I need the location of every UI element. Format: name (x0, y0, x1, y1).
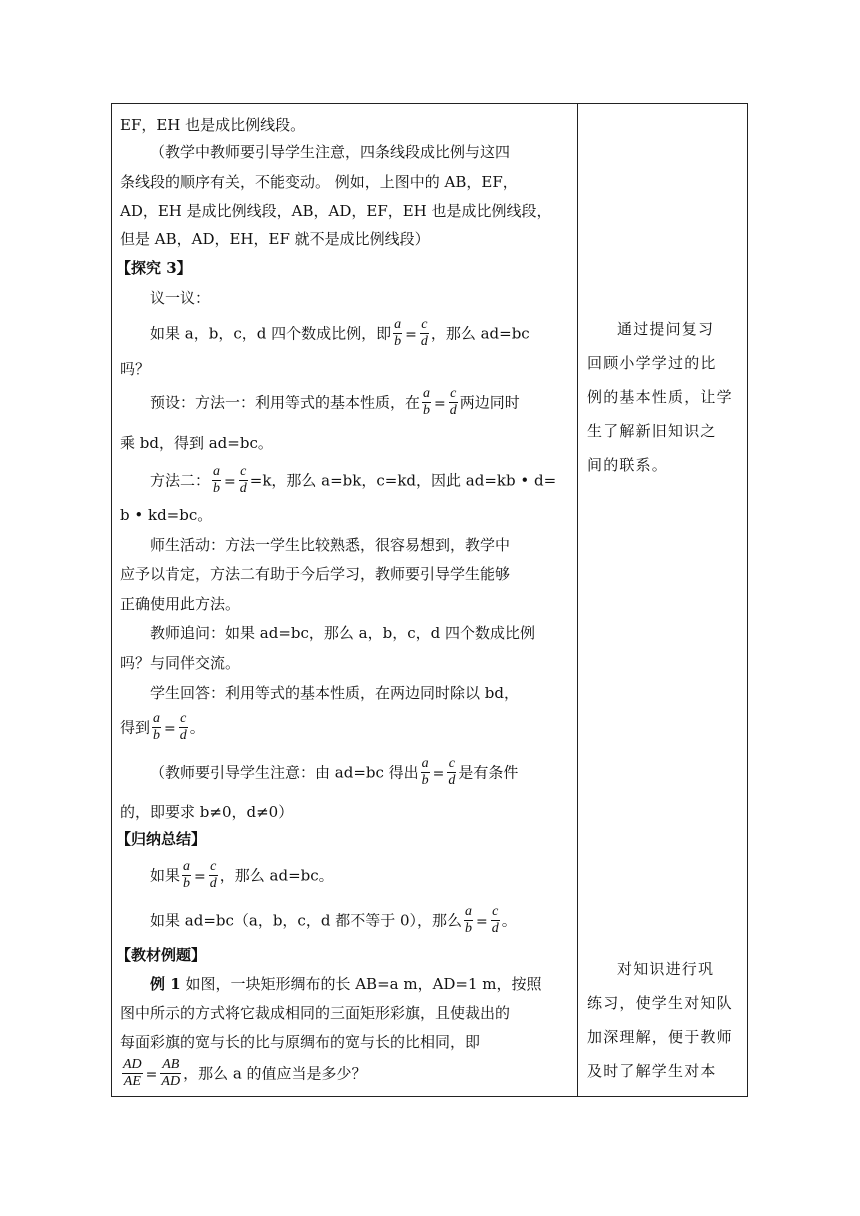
side-note-review: 通过提问复习 回顾小学学过的比 例的基本性质，让学 生了解新旧知识之 间的联系。 (587, 320, 733, 474)
fraction-a-b: $\frac{a}{b}$ (394, 317, 402, 349)
text-line: （教学中教师要引导学生注意，四条线段成比例与这四 (150, 143, 511, 161)
section-heading: 【探究 3】 (116, 259, 192, 277)
text-line-with-fraction: （教师要引导学生注意：由 ad=bc 得出 $\frac{a}{b}$ = $\frac{c}{d}$ 是有条件 (150, 756, 519, 788)
fraction-AD-AE: $\frac{AD}{AE}$ (123, 1057, 142, 1089)
fraction-c-d: $\frac{c}{d}$ (449, 386, 457, 418)
text-line: 学生回答：利用等式的基本性质，在两边同时除以 bd， (150, 684, 519, 702)
text-line: AD，EH 是成比例线段，AB，AD，EF，EH 也是成比例线段， (120, 202, 552, 220)
fraction-a-b: $\frac{a}{b}$ (183, 859, 191, 891)
fraction-a-b: $\frac{a}{b}$ (213, 464, 221, 496)
text-line: 应予以肯定，方法二有助于今后学习，教师要引导学生能够 (120, 565, 511, 583)
side-note-practice: 对知识进行巩 练习，使学生对知队 加深理解，便于教师 及时了解学生对本 (587, 960, 733, 1080)
text-line: 吗？ (120, 360, 151, 378)
text-line: 师生活动：方法一学生比较熟悉，很容易想到，教学中 (150, 536, 511, 554)
fraction-a-b: $\frac{a}{b}$ (423, 386, 431, 418)
text-line: 吗？与同伴交流。 (120, 654, 241, 672)
section-heading: 【归纳总结】 (116, 830, 207, 848)
fraction-c-d: $\frac{c}{d}$ (491, 904, 499, 936)
text-line: 正确使用此方法。 (120, 595, 241, 613)
column-divider (577, 103, 578, 1097)
example-label: 例 1 (150, 975, 181, 993)
text-line: b • kd=bc。 (120, 506, 213, 524)
text-line-with-fraction: $\frac{AD}{AE}$ = $\frac{AB}{AD}$ ，那么 a 的值应当是多少？ (123, 1057, 367, 1089)
text-line: 每面彩旗的宽与长的比与原绸布的宽与长的比相同，即 (120, 1033, 481, 1051)
fraction-c-d: $\frac{c}{d}$ (239, 464, 247, 496)
text-line: 的，即要求 b≠0，d≠0） (120, 803, 294, 821)
text-segment: ，那么 ad=bc (430, 324, 530, 343)
text-line: EF，EH 也是成比例线段。 (120, 116, 306, 134)
text-segment: 如果 a，b，c，d 四个数成比例，即 (150, 324, 392, 343)
fraction-c-d: $\frac{c}{d}$ (209, 859, 217, 891)
fraction-c-d: $\frac{c}{d}$ (179, 711, 187, 743)
text-line: 乘 bd，得到 ad=bc。 (120, 434, 273, 452)
text-line-with-fraction: 如果 a，b，c，d 四个数成比例，即 $\frac{a}{b}$ = $\frac{c}{d}$ ，那么 ad=bc (150, 317, 530, 349)
fraction-c-d: $\frac{c}{d}$ (420, 317, 428, 349)
text-line: 条线段的顺序有关，不能变动。 例如，上图中的 AB，EF， (120, 173, 518, 191)
text-line-with-fraction: 方法二： $\frac{a}{b}$ = $\frac{c}{d}$ =k，那么 a=bk，c=kd，因此 ad=kb • d= (150, 464, 557, 496)
text-line: 议一议： (150, 289, 211, 307)
fraction-a-b: $\frac{a}{b}$ (465, 904, 473, 936)
text-line-with-fraction: 得到 $\frac{a}{b}$ = $\frac{c}{d}$ 。 (120, 711, 205, 743)
text-line: 教师追问：如果 ad=bc，那么 a，b，c，d 四个数成比例 (150, 624, 535, 642)
section-heading: 【教材例题】 (116, 946, 207, 964)
text-line-with-fraction: 如果 ad=bc（a，b，c，d 都不等于 0），那么 $\frac{a}{b}$ = $\frac{c}{d}$ 。 (150, 904, 517, 936)
fraction-c-d: $\frac{c}{d}$ (448, 756, 456, 788)
fraction-a-b: $\frac{a}{b}$ (153, 711, 161, 743)
text-line-with-fraction: 预设：方法一：利用等式的基本性质，在 $\frac{a}{b}$ = $\frac{c}{d}$ 两边同时 (150, 386, 520, 418)
fraction-a-b: $\frac{a}{b}$ (421, 756, 429, 788)
text-line: 但是 AB，AD，EH，EF 就不是成比例线段） (120, 230, 430, 248)
text-line-with-fraction: 如果 $\frac{a}{b}$ = $\frac{c}{d}$ ，那么 ad=bc。 (150, 859, 334, 891)
fraction-AB-AD: $\frac{AB}{AD}$ (161, 1057, 181, 1089)
text-line: 图中所示的方式将它裁成相同的三面矩形彩旗，且使裁出的 (120, 1004, 511, 1022)
example-line: 例 1 如图，一块矩形绸布的长 AB=a m，AD=1 m，按照 (150, 975, 542, 993)
